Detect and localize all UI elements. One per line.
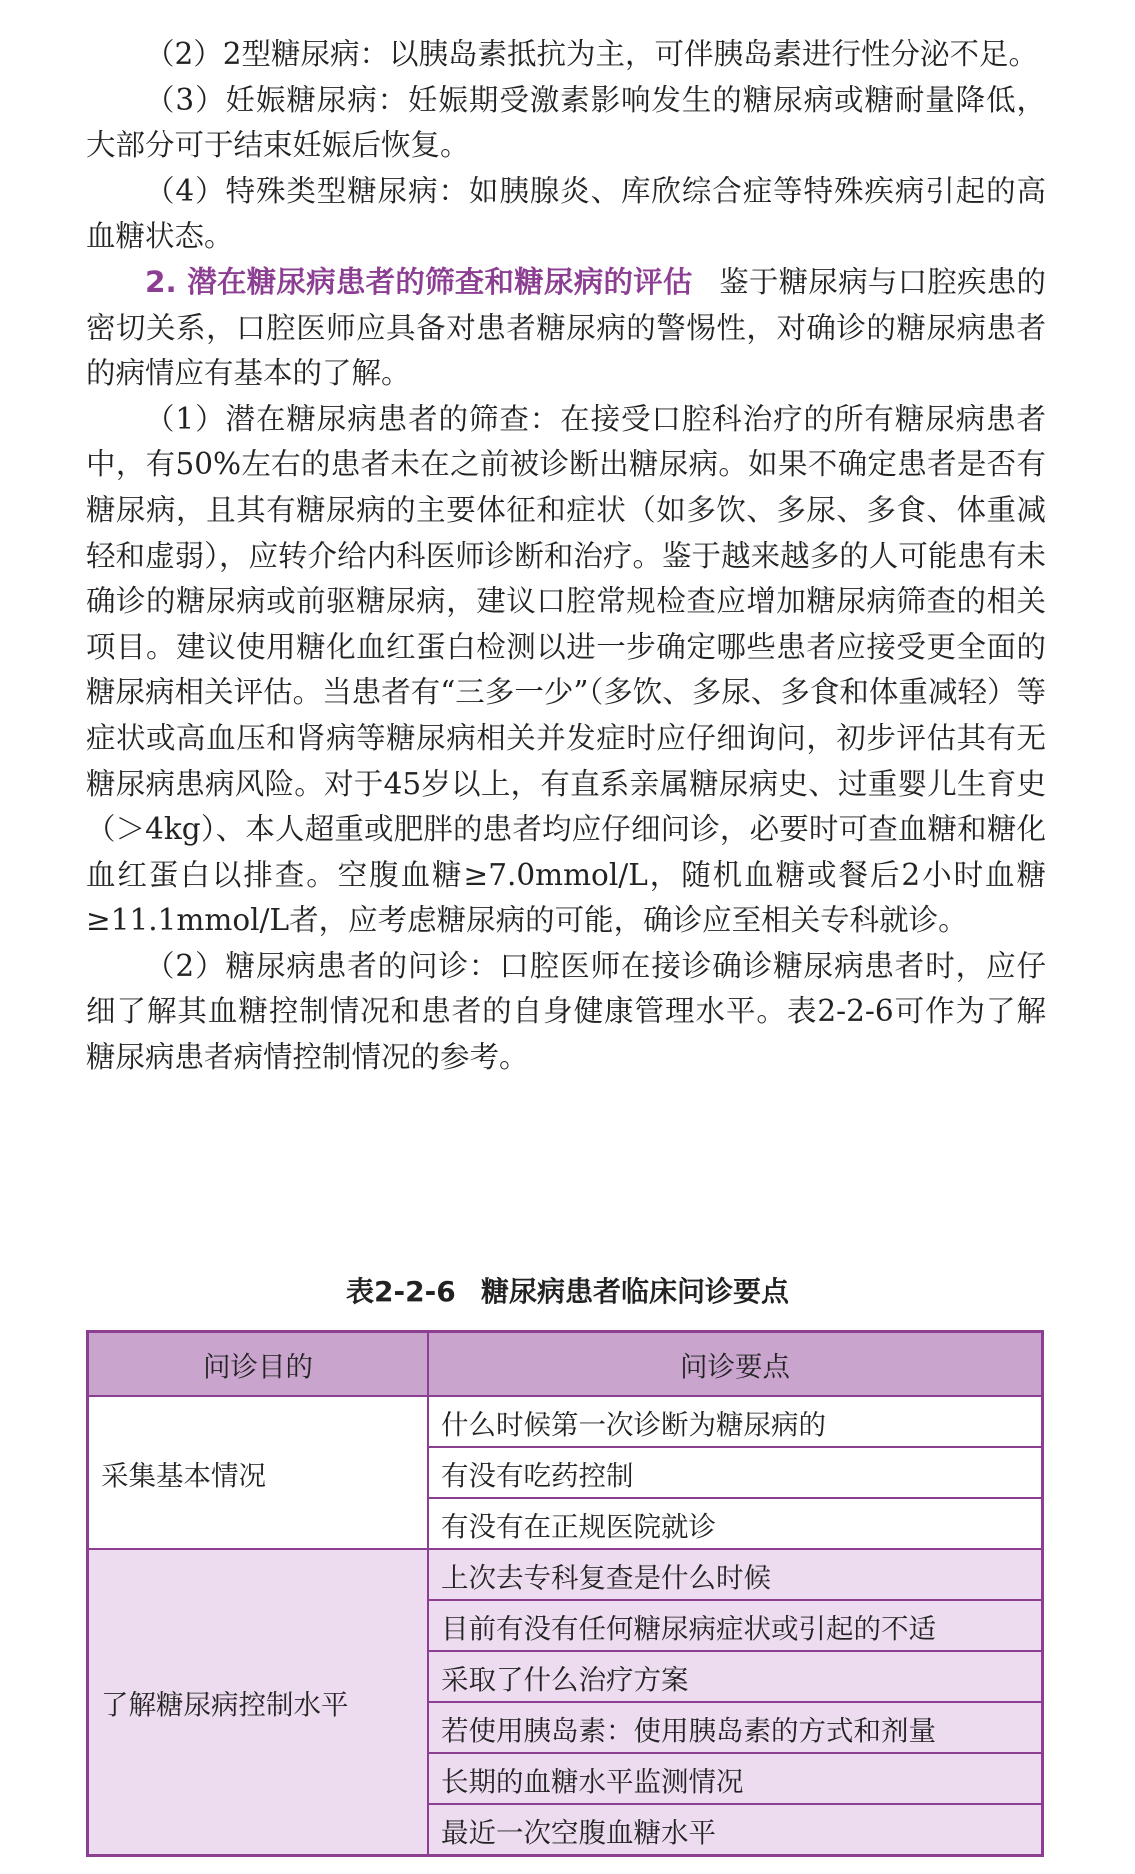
point-cell: 有没有在正规医院就诊 [428,1498,1043,1549]
point-cell: 若使用胰岛素：使用胰岛素的方式和剂量 [428,1702,1043,1753]
point-cell: 目前有没有任何糖尿病症状或引起的不适 [428,1600,1043,1651]
table-number: 表2-2-6 [346,1275,456,1308]
table-row [88,1549,1043,1600]
section-intro-text: 鉴于糖尿病与口腔疾患的密切关系，口腔医师应具备对患者糖尿病的警惕性，对确诊的糖尿病患者的病情应有基本的了解。 [86,264,1046,391]
point-cell: 最近一次空腹血糖水平 [428,1804,1043,1856]
paragraph-inquiry: （2）糖尿病患者的问诊：口腔医师在接诊确诊糖尿病患者时，应仔细了解其血糖控制情况和患者的自身健康管理水平。表2-2-6可作为了解糖尿病患者病情控制情况的参考。 [86,948,1046,1075]
paragraph-gestational: （3）妊娠糖尿病：妊娠期受激素影响发生的糖尿病或糖耐量降低，大部分可于结束妊娠后恢复。 [86,82,1046,163]
point-cell: 上次去专科复查是什么时候 [428,1549,1043,1600]
point-cell: 什么时候第一次诊断为糖尿病的 [428,1396,1043,1447]
point-cell: 长期的血糖水平监测情况 [428,1753,1043,1804]
table-row [88,1396,1043,1447]
inquiry-table [86,1330,1044,1857]
paragraph-screening: （1）潜在糖尿病患者的筛查：在接受口腔科治疗的所有糖尿病患者中，有50%左右的患者未在之前被诊断出糖尿病。如果不确定患者是否有糖尿病，且其有糖尿病的主要体征和症状（如多饮、多尿、多食、体重减轻和虚弱），应转介给内科医师诊断和治疗。鉴于越来越多的人可能患有未确诊的糖尿病或前驱糖尿病，建议口腔常规检查应增加糖尿病筛查的相关项目。建议使用糖化血红蛋白检测以进一步确定哪些患者应接受更全面的糖尿病相关评估。当患者有“三多一少”（多饮、多尿、多食和体重减轻）等症状或高血压和肾病等糖尿病相关并发症时应仔细询问，初步评估其有无糖尿病患病风险。对于45岁以上，有直系亲属糖尿病史、过重婴儿生育史（＞4kg）、本人超重或肥胖的患者均应仔细问诊，必要时可查血糖和糖化血红蛋白以排查。空腹血糖≥7.0mmol/L，随机血糖或餐后2小时血糖≥11.1mmol/L者，应考虑糖尿病的可能，确诊应至相关专科就诊。 [86,401,1046,938]
body-text [86,32,1046,1081]
purpose-cell: 了解糖尿病控制水平 [88,1549,429,1856]
point-cell: 有没有吃药控制 [428,1447,1043,1498]
paragraph-special-type: （4）特殊类型糖尿病：如胰腺炎、库欣综合症等特殊疾病引起的高血糖状态。 [86,173,1046,254]
table-title: 糖尿病患者临床问诊要点 [480,1275,789,1308]
header-purpose: 问诊目的 [88,1332,429,1397]
table-caption [0,1270,1135,1310]
table-header-row [88,1332,1043,1397]
paragraph-type2: （2）2型糖尿病：以胰岛素抵抗为主，可伴胰岛素进行性分泌不足。 [145,37,1039,71]
header-points: 问诊要点 [428,1332,1043,1397]
paragraph-section2 [86,260,1046,397]
purpose-cell: 采集基本情况 [88,1396,429,1549]
section-title: 2. 潜在糖尿病患者的筛查和糖尿病的评估 [145,264,693,299]
point-cell: 采取了什么治疗方案 [428,1651,1043,1702]
